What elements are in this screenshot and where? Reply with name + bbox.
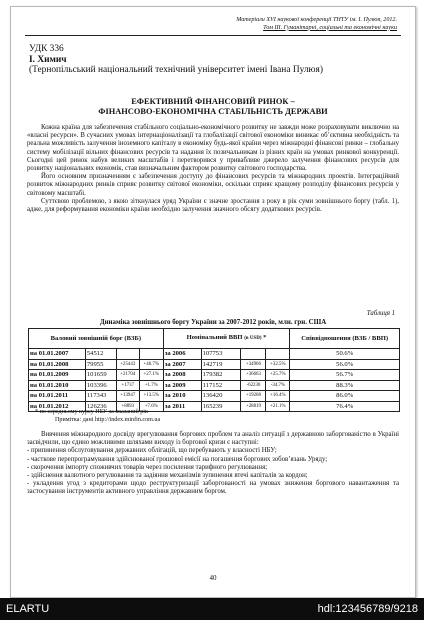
- cell-gdp-change: -62230: [241, 380, 266, 391]
- header-line-2: Том ІІІ. Гуманітарні, соціальні та економічні науки: [263, 24, 397, 31]
- cell-gdp-pct: +32.5%: [266, 359, 290, 370]
- table-note-2: Примітка: дані http://index.minfin.com.ua: [55, 417, 161, 423]
- cell-gdp: 107753: [201, 349, 241, 360]
- cell-gdp-pct: +25.7%: [266, 370, 290, 381]
- cell-debt-change: +8893: [116, 401, 139, 412]
- cell-ratio: 56.0%: [290, 359, 400, 370]
- cell-debt-pct: [139, 349, 163, 360]
- repository-name: ELARTU: [6, 603, 50, 615]
- cell-debt: 79955: [85, 359, 116, 370]
- conclusion-text: [27, 431, 399, 497]
- cell-year: за 2007: [163, 359, 201, 370]
- paragraph-3: Суттєвою проблемою, з якою зіткнулася уряд України є значне зростання з року в рік суми зовнішнього боргу (табл. 1), адже, для реформування економіки країни необхідно залучення значного обсягу додаткових ресурсів.: [27, 197, 399, 214]
- header-rule: [25, 35, 401, 36]
- header-gdp-mark: *: [263, 334, 267, 341]
- cell-debt: 54512: [85, 349, 116, 360]
- cell-gdp-pct: -34.7%: [266, 380, 290, 391]
- article-title: [25, 97, 401, 117]
- table-row: [29, 391, 400, 402]
- author-affiliation: (Тернопільський національний технічний університет імені Івана Пулюя): [29, 65, 323, 76]
- paragraph-2: Його основним призначенням є забезпечення доступу до фінансових ресурсів та міжнародних проектів. Інтеграційний розвиток міжнародних ринків сприяє розвитку світової економіки, оскільки сприяє кращому розподілу фінансових ресурсів у світовому масштабі.: [27, 173, 399, 197]
- article-meta: [29, 44, 323, 76]
- cell-gdp-pct: +21.1%: [266, 401, 290, 412]
- cell-gdp: 165239: [201, 401, 241, 412]
- header-line-1: Матеріали XVI наукової конференції ТНТУ ім. І. Пулюя, 2012.: [236, 17, 397, 23]
- table-row: [29, 349, 400, 360]
- cell-debt-change: +13947: [116, 391, 139, 402]
- cell-debt-change: +1737: [116, 380, 139, 391]
- cell-gdp: 136420: [201, 391, 241, 402]
- author-name: І. Химич: [29, 54, 67, 65]
- cell-year: за 2011: [163, 401, 201, 412]
- repository-footer-bar: [0, 598, 424, 620]
- cell-year: за 2008: [163, 370, 201, 381]
- cell-date: на 01.01.2010: [29, 380, 86, 391]
- list-item: - припинення обслуговування державних облігацій, що перебувають у власності НБУ;: [27, 447, 277, 455]
- title-line-2: ФІНАНСОВО-ЕКОНОМІЧНА СТАБІЛЬНІСТЬ ДЕРЖАВИ: [98, 107, 328, 117]
- document-page: [10, 6, 416, 598]
- header-gdp-label: Номінальний ВВП: [186, 334, 243, 341]
- header-debt: Валовий зовнішній борг (ВЗБ): [29, 329, 164, 349]
- cell-gdp-pct: +16.4%: [266, 391, 290, 402]
- list-item: - здійснення валютного регулювання та задіяння механізмів зупинення втечі капіталів за кордон;: [27, 472, 308, 480]
- cell-debt: 103396: [85, 380, 116, 391]
- udk-code: УДК 336: [29, 44, 64, 54]
- cell-gdp-change: [241, 349, 266, 360]
- cell-debt: 117343: [85, 391, 116, 402]
- running-header: [11, 17, 397, 32]
- table-row: [29, 380, 400, 391]
- page-number: 40: [209, 574, 217, 582]
- header-ratio: Співвідношення (ВЗБ / ВВП): [290, 329, 400, 349]
- cell-ratio: 56.7%: [290, 370, 400, 381]
- cell-gdp-change: +36663: [241, 370, 266, 381]
- cell-debt-pct: +1.7%: [139, 380, 163, 391]
- cell-date: на 01.01.2011: [29, 391, 86, 402]
- cell-gdp-change: +19268: [241, 391, 266, 402]
- cell-gdp-change: +34966: [241, 359, 266, 370]
- cell-debt-pct: +7.6%: [139, 401, 163, 412]
- cell-gdp: 179382: [201, 370, 241, 381]
- debt-table: [28, 328, 400, 412]
- table-header-row: [29, 329, 400, 349]
- table-label: Таблиця 1: [366, 310, 395, 317]
- cell-date: на 01.01.2009: [29, 370, 86, 381]
- cell-year: за 2009: [163, 380, 201, 391]
- cell-date: на 01.01.2008: [29, 359, 86, 370]
- cell-debt-pct: +27.1%: [139, 370, 163, 381]
- intro-text: [27, 124, 399, 214]
- cell-debt-change: +21704: [116, 370, 139, 381]
- cell-debt: 101659: [85, 370, 116, 381]
- table-note-1: * по середньому курсу НБУ за вказаний рік: [35, 409, 148, 415]
- cell-date: на 01.01.2007: [29, 349, 86, 360]
- title-line-1: ЕФЕКТИВНИЙ ФІНАНСОВИЙ РИНОК –: [131, 97, 295, 106]
- cell-ratio: 86.0%: [290, 391, 400, 402]
- cell-gdp-pct: [266, 349, 290, 360]
- handle-id: hdl:123456789/9218: [317, 603, 418, 615]
- header-gdp: [163, 329, 290, 349]
- cell-ratio: 88.3%: [290, 380, 400, 391]
- table-row: [29, 370, 400, 381]
- list-item: - часткове перепрограмування здійснюваної грошової емісії на погашення боргових зобов’язань Уряду;: [27, 455, 328, 463]
- paragraph-1: Кожна країна для забезпечення стабільного соціально-економічного розвитку не завжди може розраховувати виключно на «власні ресурси». В сучасних умовах інтернаціоналізації та глобалізації світової економіки виникає об’єктивна необхідність та реальна можливість залучення іноземного капіталу в економіку будь-якої країни через міжнародні фінансові ринки – глобальну систему мобілізації вільних фінансових ресурсів та надання їх позичальникам із різних країн на умовах ринкової конкуренції. Сьогодні цей ринок набув великих масштабів і перетворився у привабливе джерело залучення фінансових ресурсів для розвитку національних економік, став визначальним фактором розвитку світового господарства.: [27, 124, 399, 173]
- table-caption: Динаміка зовнішнього боргу України за 2007-2012 років, млн. грн. США: [99, 319, 327, 326]
- cell-date: на 01.01.2012: [29, 401, 86, 412]
- list-item: - скорочення імпорту споживчих товарів через посилення тарифного регулювання;: [27, 463, 268, 471]
- cell-debt-change: [116, 349, 139, 360]
- cell-debt: 126236: [85, 401, 116, 412]
- cell-year: за 2006: [163, 349, 201, 360]
- paragraph-4: Вивчення міжнародного досвіду врегулювання боргових проблем та аналіз ситуації з державною заборгованістю в Україні засвідчили, що єдино можливими шляхами виходу із боргової кризи є наступні:: [27, 431, 399, 447]
- cell-debt-change: +25443: [116, 359, 139, 370]
- cell-debt-pct: +13.5%: [139, 391, 163, 402]
- cell-ratio: 50.6%: [290, 349, 400, 360]
- cell-gdp-change: +28819: [241, 401, 266, 412]
- cell-ratio: 76.4%: [290, 401, 400, 412]
- cell-debt-pct: +46.7%: [139, 359, 163, 370]
- cell-gdp: 117152: [201, 380, 241, 391]
- header-gdp-unit: (в USD): [244, 336, 262, 341]
- list-item: - укладення угод з кредиторами щодо реструктуризації заборгованості на умовах зниження боргового навантаження та застосування інструментів активного управління державним боргом.: [27, 480, 399, 496]
- cell-gdp: 142719: [201, 359, 241, 370]
- table-row: [29, 359, 400, 370]
- cell-year: за 2010: [163, 391, 201, 402]
